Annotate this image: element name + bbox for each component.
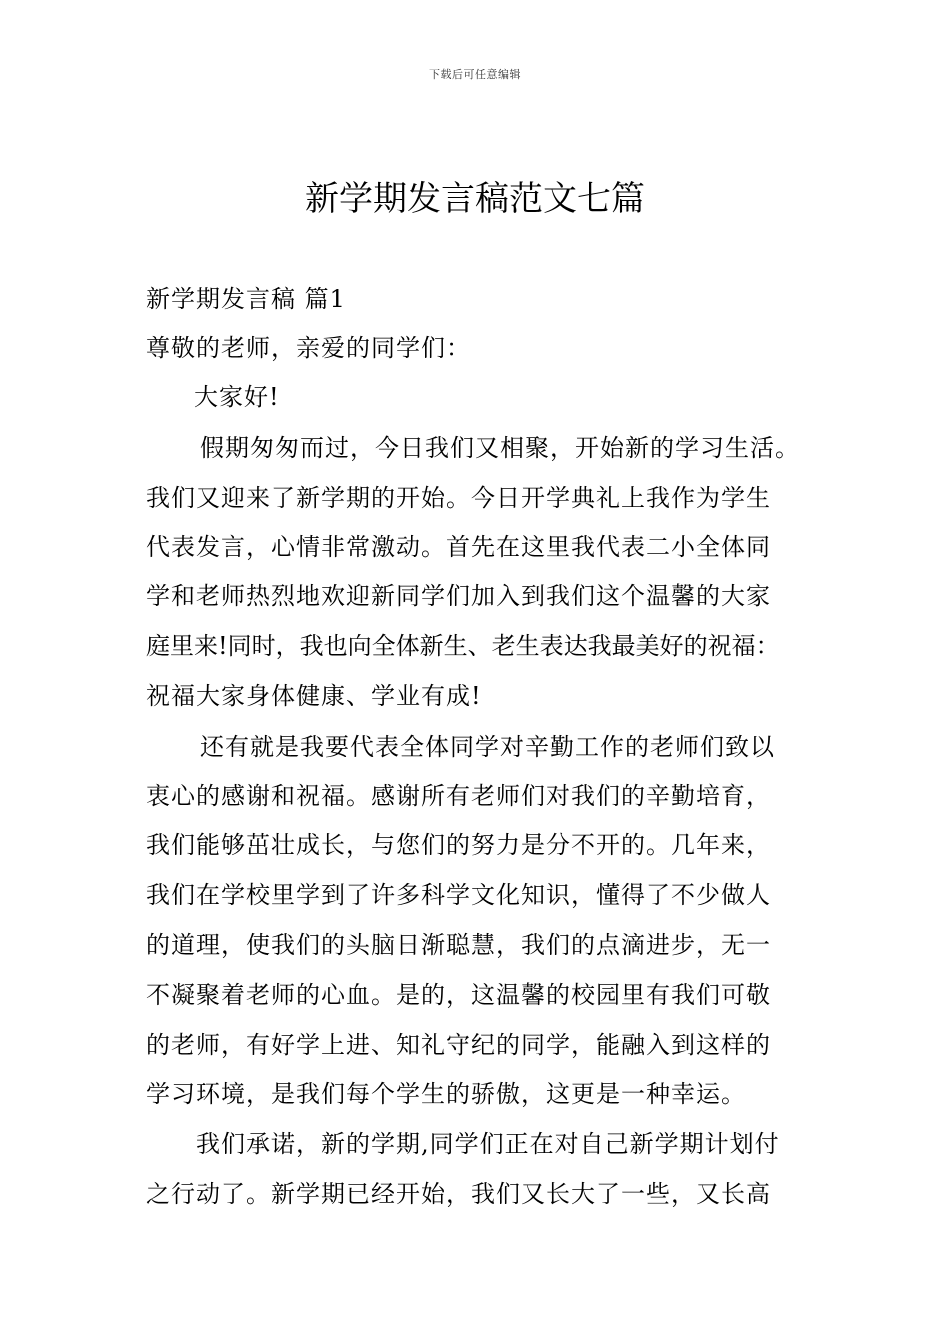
paragraph-line: 代表发言，心情非常激动。首先在这里我代表二小全体同: [146, 533, 771, 561]
salutation: 尊敬的老师，亲爱的同学们：: [146, 334, 471, 362]
paragraph-line: 之行动了。新学期已经开始，我们又长大了一些，又长高: [146, 1180, 771, 1208]
paragraph-line: 我们在学校里学到了许多科学文化知识，懂得了不少做人: [146, 881, 771, 909]
paragraph-line: 庭里来!同时，我也向全体新生、老生表达我最美好的祝福：: [146, 632, 780, 660]
paragraph-line: 我们能够茁壮成长，与您们的努力是分不开的。几年来，: [146, 831, 771, 859]
paragraph-line: 我们承诺，新的学期,同学们正在对自己新学期计划付: [196, 1130, 780, 1158]
paragraph-line: 学和老师热烈地欢迎新同学们加入到我们这个温馨的大家: [146, 582, 771, 610]
header-note: 下载后可任意编辑: [429, 68, 521, 81]
paragraph-line: 的道理，使我们的头脑日渐聪慧，我们的点滴进步，无一: [146, 931, 771, 959]
paragraph-line: 的老师，有好学上进、知礼守纪的同学，能融入到这样的: [146, 1031, 771, 1059]
greeting: 大家好!: [194, 383, 280, 411]
paragraph-line: 不凝聚着老师的心血。是的，这温馨的校园里有我们可敬: [146, 981, 771, 1009]
paragraph-line: 假期匆匆而过，今日我们又相聚，开始新的学习生活。: [200, 434, 800, 462]
section-heading: 新学期发言稿 篇1: [146, 285, 346, 313]
paragraph-line: 衷心的感谢和祝福。感谢所有老师们对我们的辛勤培育，: [146, 782, 771, 810]
paragraph-line: 还有就是我要代表全体同学对辛勤工作的老师们致以: [200, 733, 775, 761]
paragraph-line: 学习环境，是我们每个学生的骄傲，这更是一种幸运。: [146, 1080, 746, 1108]
document-title: 新学期发言稿范文七篇: [305, 179, 645, 219]
paragraph-line: 祝福大家身体健康、学业有成!: [146, 682, 482, 710]
paragraph-line: 我们又迎来了新学期的开始。今日开学典礼上我作为学生: [146, 484, 771, 512]
